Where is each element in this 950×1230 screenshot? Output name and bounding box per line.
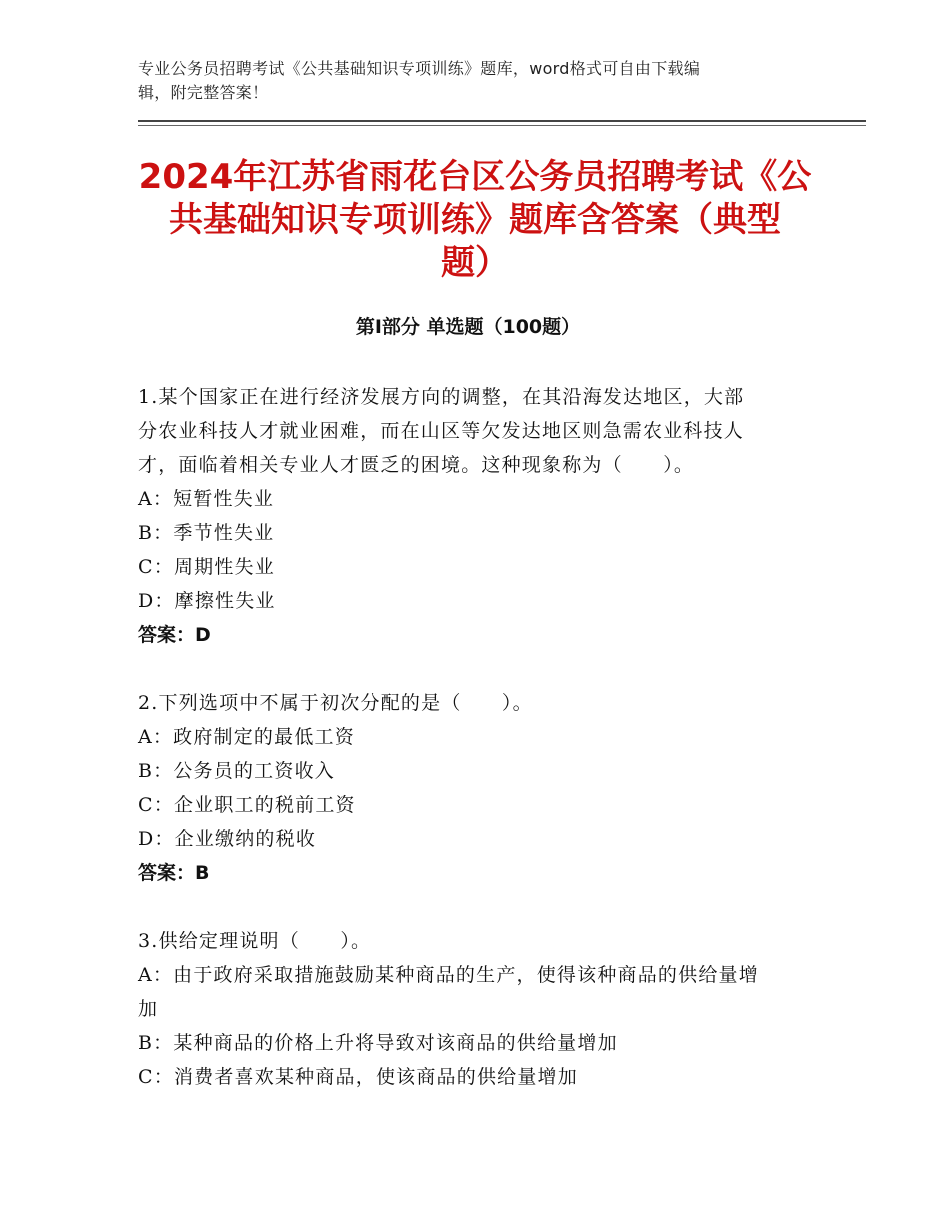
question-text: 才，面临着相关专业人才匮乏的困境。这种现象称为（ ）。 <box>138 454 695 476</box>
header-note-line: 辑，附完整答案！ <box>138 83 269 102</box>
answer-text: 答案：D <box>138 624 211 646</box>
question-text: 1.某个国家正在进行经济发展方向的调整，在其沿海发达地区，大部 <box>138 386 745 408</box>
header-rule-thin <box>138 125 866 126</box>
document-title <box>120 156 830 285</box>
question-item <box>138 924 806 1094</box>
header-rule-thick <box>138 120 866 122</box>
option-text: 加 <box>138 998 159 1020</box>
question-text: 3.供给定理说明（ ）。 <box>138 930 372 952</box>
option-text: A：政府制定的最低工资 <box>138 726 355 748</box>
question-text: 分农业科技人才就业困难，而在山区等欠发达地区则急需农业科技人 <box>138 420 745 442</box>
header-note <box>138 57 838 105</box>
header-note-line: 专业公务员招聘考试《公共基础知识专项训练》题库，word格式可自由下载编 <box>138 59 701 78</box>
section-title: 第Ⅰ部分 单选题（100题） <box>355 316 581 338</box>
option-text: A：短暂性失业 <box>138 488 275 510</box>
document-title-line: 2024年江苏省雨花台区公务员招聘考试《公 <box>138 157 812 197</box>
option-text: D：企业缴纳的税收 <box>138 828 317 850</box>
option-text: B：季节性失业 <box>138 522 275 544</box>
option-text: C：周期性失业 <box>138 556 275 578</box>
option-text: B：某种商品的价格上升将导致对该商品的供给量增加 <box>138 1032 618 1054</box>
question-item <box>138 380 806 652</box>
answer-text: 答案：B <box>138 862 210 884</box>
question-item <box>138 686 806 890</box>
option-text: A：由于政府采取措施鼓励某种商品的生产，使得该种商品的供给量增 <box>138 964 759 986</box>
option-text: B：公务员的工资收入 <box>138 760 335 782</box>
document-title-line: 题） <box>441 243 509 283</box>
question-text: 2.下列选项中不属于初次分配的是（ ）。 <box>138 692 533 714</box>
option-text: C：企业职工的税前工资 <box>138 794 356 816</box>
document-title-line: 共基础知识专项训练》题库含答案（典型 <box>169 200 781 240</box>
option-text: C：消费者喜欢某种商品，使该商品的供给量增加 <box>138 1066 578 1088</box>
option-text: D：摩擦性失业 <box>138 590 276 612</box>
question-list <box>138 380 806 1128</box>
